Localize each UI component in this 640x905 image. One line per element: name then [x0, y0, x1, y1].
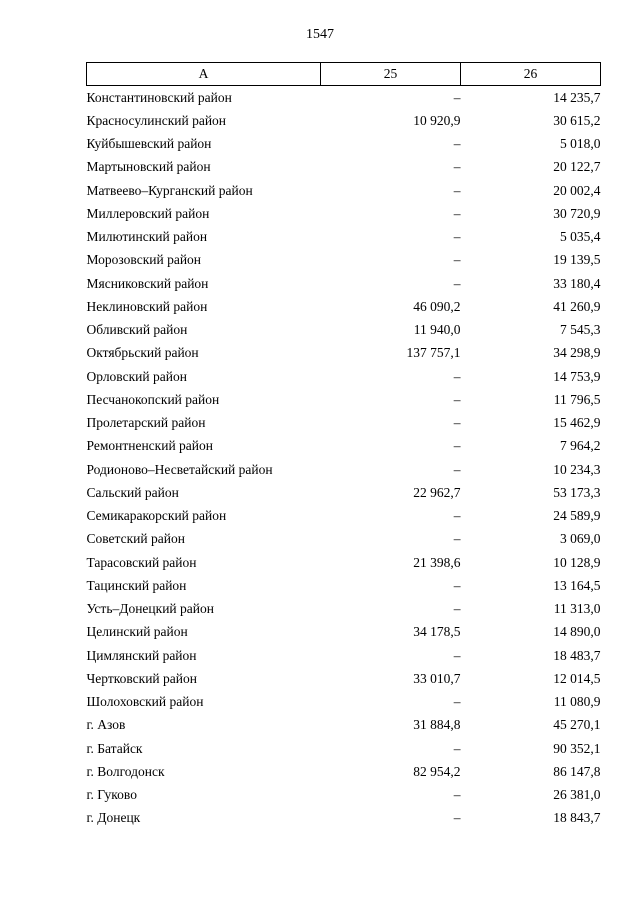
header-column-26: 26: [461, 63, 601, 86]
table-row: [87, 179, 601, 202]
value-26-cell: 20 002,4: [553, 182, 601, 198]
page-number: 1547: [306, 27, 334, 42]
value-26-cell: 14 890,0: [553, 624, 601, 640]
value-25-cell: –: [453, 461, 461, 477]
table-header: [87, 63, 601, 86]
district-name-cell: Куйбышевский район: [86, 136, 212, 152]
district-name-cell: Пролетарский район: [86, 415, 206, 431]
budget-table: [86, 62, 601, 830]
value-25-cell: –: [453, 415, 461, 431]
table-row: [87, 458, 601, 481]
value-26-cell: 18 843,7: [553, 810, 601, 826]
value-25-cell: –: [453, 182, 461, 198]
value-26-cell: 15 462,9: [553, 415, 601, 431]
table-row: [87, 202, 601, 225]
district-name-cell: Неклиновский район: [86, 298, 208, 314]
district-name-cell: Чертковский район: [86, 670, 197, 686]
value-25-cell: –: [453, 89, 461, 105]
table-row: [87, 784, 601, 807]
value-25-cell: 137 757,1: [406, 345, 461, 361]
value-26-cell: 34 298,9: [553, 345, 601, 361]
value-25-cell: –: [453, 368, 461, 384]
district-name-cell: Сальский район: [86, 484, 179, 500]
value-26-cell: 45 270,1: [553, 717, 601, 733]
table-row: [87, 342, 601, 365]
table-row: [87, 435, 601, 458]
value-25-cell: 82 954,2: [413, 763, 461, 779]
table-row: [87, 481, 601, 504]
value-26-cell: 86 147,8: [553, 763, 601, 779]
value-25-cell: –: [453, 740, 461, 756]
value-25-cell: 46 090,2: [413, 298, 461, 314]
district-name-cell: Семикаракорский район: [86, 508, 227, 524]
district-name-cell: Цимлянский район: [86, 647, 197, 663]
value-26-cell: 14 753,9: [553, 368, 601, 384]
value-25-cell: –: [453, 694, 461, 710]
value-26-cell: 5 035,4: [560, 229, 601, 245]
value-26-cell: 33 180,4: [553, 275, 601, 291]
table-row: [87, 272, 601, 295]
value-25-cell: –: [453, 647, 461, 663]
table-row: [87, 319, 601, 342]
table-row: [87, 551, 601, 574]
value-26-cell: 90 352,1: [553, 740, 601, 756]
value-25-cell: 34 178,5: [413, 624, 461, 640]
header-row: [87, 63, 601, 86]
value-25-cell: –: [453, 229, 461, 245]
value-26-cell: 30 720,9: [553, 205, 601, 221]
value-26-cell: 13 164,5: [553, 577, 601, 593]
value-25-cell: 31 884,8: [413, 717, 461, 733]
value-25-cell: –: [453, 136, 461, 152]
district-name-cell: г. Азов: [86, 717, 126, 733]
district-name-cell: Миллеровский район: [86, 205, 210, 221]
table-row: [87, 505, 601, 528]
district-name-cell: Морозовский район: [86, 252, 202, 268]
table-row: [87, 574, 601, 597]
district-name-cell: Родионово–Несветайский район: [86, 461, 273, 477]
district-name-cell: г. Батайск: [86, 740, 143, 756]
value-26-cell: 26 381,0: [553, 787, 601, 803]
header-column-25: 25: [321, 63, 461, 86]
value-25-cell: –: [453, 205, 461, 221]
district-name-cell: Мартыновский район: [86, 159, 211, 175]
district-name-cell: Песчанокопский район: [86, 391, 220, 407]
table-row: [87, 365, 601, 388]
district-name-cell: Октябрьский район: [86, 345, 199, 361]
district-name-cell: Усть–Донецкий район: [86, 601, 214, 617]
value-25-cell: –: [453, 391, 461, 407]
value-25-cell: –: [453, 531, 461, 547]
value-25-cell: –: [453, 577, 461, 593]
table-row: [87, 691, 601, 714]
district-name-cell: Орловский район: [86, 368, 187, 384]
table-row: [87, 714, 601, 737]
district-name-cell: Ремонтненский район: [86, 438, 213, 454]
table-row: [87, 109, 601, 132]
district-name-cell: Матвеево–Курганский район: [86, 182, 253, 198]
district-name-cell: г. Волгодонск: [86, 763, 165, 779]
district-name-cell: Обливский район: [86, 322, 188, 338]
value-26-cell: 10 128,9: [553, 554, 601, 570]
value-26-cell: 12 014,5: [553, 670, 601, 686]
value-25-cell: 10 920,9: [413, 112, 461, 128]
table-row: [87, 598, 601, 621]
value-26-cell: 19 139,5: [553, 252, 601, 268]
table-row: [87, 644, 601, 667]
value-25-cell: –: [453, 159, 461, 175]
table-body: [87, 86, 601, 831]
value-25-cell: 33 010,7: [413, 670, 461, 686]
district-name-cell: Тарасовский район: [86, 554, 197, 570]
value-26-cell: 11 080,9: [553, 694, 601, 710]
value-25-cell: –: [453, 438, 461, 454]
district-name-cell: Целинский район: [86, 624, 188, 640]
table-row: [87, 226, 601, 249]
table-row: [87, 528, 601, 551]
table-row: [87, 133, 601, 156]
value-26-cell: 41 260,9: [553, 298, 601, 314]
value-25-cell: –: [453, 601, 461, 617]
table-row: [87, 249, 601, 272]
value-25-cell: –: [453, 810, 461, 826]
district-name-cell: Красносулинский район: [86, 112, 227, 128]
table-row: [87, 295, 601, 318]
table-row: [87, 86, 601, 110]
value-25-cell: 11 940,0: [413, 322, 461, 338]
table-row: [87, 667, 601, 690]
table-row: [87, 621, 601, 644]
table-row: [87, 807, 601, 830]
value-25-cell: 21 398,6: [413, 554, 461, 570]
value-26-cell: 24 589,9: [553, 508, 601, 524]
district-name-cell: Милютинский район: [86, 229, 208, 245]
table-row: [87, 388, 601, 411]
value-25-cell: –: [453, 787, 461, 803]
table-row: [87, 156, 601, 179]
value-25-cell: –: [453, 275, 461, 291]
header-column-a: А: [87, 63, 321, 86]
value-26-cell: 11 313,0: [553, 601, 601, 617]
value-26-cell: 20 122,7: [553, 159, 601, 175]
table-row: [87, 412, 601, 435]
district-name-cell: Советский район: [86, 531, 185, 547]
value-26-cell: 14 235,7: [553, 89, 601, 105]
district-name-cell: г. Гуково: [86, 787, 137, 803]
district-name-cell: г. Донецк: [86, 810, 141, 826]
value-26-cell: 30 615,2: [553, 112, 601, 128]
value-26-cell: 18 483,7: [553, 647, 601, 663]
district-name-cell: Тацинский район: [86, 577, 187, 593]
value-25-cell: 22 962,7: [413, 484, 461, 500]
value-26-cell: 11 796,5: [553, 391, 601, 407]
table-row: [87, 760, 601, 783]
value-26-cell: 3 069,0: [560, 531, 601, 547]
district-name-cell: Шолоховский район: [86, 694, 204, 710]
value-26-cell: 10 234,3: [553, 461, 601, 477]
district-name-cell: Мясниковский район: [86, 275, 209, 291]
value-26-cell: 7 964,2: [560, 438, 601, 454]
table-row: [87, 737, 601, 760]
district-name-cell: Константиновский район: [86, 89, 232, 105]
value-26-cell: 5 018,0: [560, 136, 601, 152]
value-26-cell: 7 545,3: [560, 322, 601, 338]
value-26-cell: 53 173,3: [553, 484, 601, 500]
value-25-cell: –: [453, 508, 461, 524]
value-25-cell: –: [453, 252, 461, 268]
